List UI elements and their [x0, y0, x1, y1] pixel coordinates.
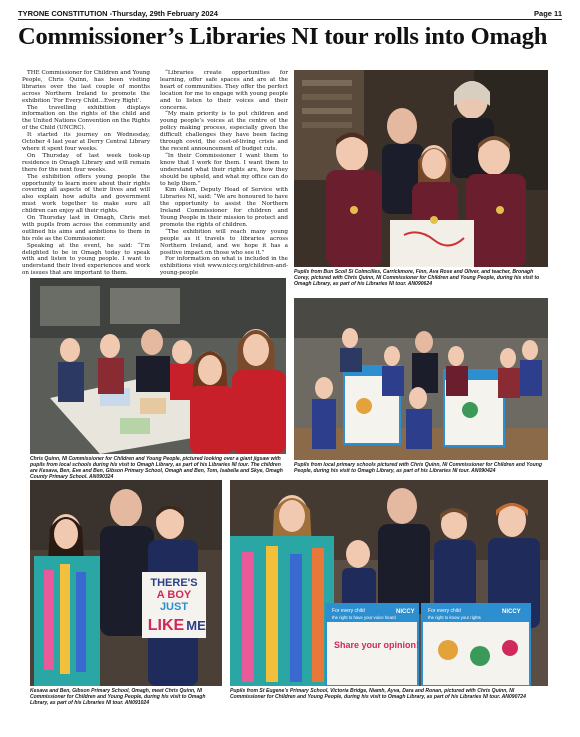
article-column-2 [160, 70, 288, 277]
headline: Commissioner’s Libraries NI tour rolls into Omagh [18, 23, 548, 50]
caption-bottom-left: Kesava and Ben, Gibson Primary School, Omagh, meet Chris Quinn, NI Commissioner for Children and Young People, during his visit to Omagh Library, as part of his Libraries NI tour. AN091024 [30, 688, 206, 706]
board-left-title: For every child [332, 608, 365, 614]
masthead-date: TYRONE CONSTITUTION -Thursday, 29th February 2024 [18, 9, 218, 18]
paragraph: Kim Aiken, Deputy Head of Service with Libraries NI, said: “We are honoured to have the opportunity to assist the Northern Ireland Commissioner for children and Young People in their mission to protect and promote the rights of children. [160, 187, 288, 228]
paragraph: THE Commissioner for Children and Young People, Chris Quinn, has been visiting libraries over the last couple of months across Northern Ireland to promote the exhibition ‘For Every Child…Every Right’. [22, 70, 150, 104]
masthead [18, 6, 562, 18]
board-right-subtitle: the right to know your rights [428, 615, 481, 620]
paragraph: Speaking at the event, he said: “I’m delighted to be in Omagh today to speak with and listen to young people. I want to understand their lived experiences and work on issues that are important to them. [22, 242, 150, 277]
poster-text-1: THERE'S [150, 577, 198, 589]
photo-st-eugenes-pupils [230, 480, 548, 686]
caption-middle-right: Pupils from local primary schools pictured with Chris Quinn, NI Commissioner for Children and Young People, during his visit to Omagh Library, as part of his Libraries NI tour. AN090424 [294, 462, 542, 474]
niccy-logo-left: NICCY [396, 609, 415, 615]
masthead-rule [18, 19, 562, 20]
photo-local-primary-pupils [294, 298, 548, 460]
paragraph: “My main priority is to put children and young people’s voices at the centre of the policy making process, especially given the difficult challenges they have been facing through covid, the cost-of-living crisis and the recent announcement of budget cuts. [160, 111, 288, 152]
paragraph: It started its journey on Wednesday, October 4 last year at Derry Central Library where it spent four weeks. [22, 132, 150, 152]
poster-text-2: A BOY [156, 589, 192, 601]
paragraph: The exhibition offers young people the opportunity to learn more about their rights covering all aspects of their lives and will also explain how adults and government must work together to make sure all children can enjoy all their rights. [22, 173, 150, 215]
caption-top-right: Pupils from Bun Scoil Si Colmcilles, Carrickmore, Finn, Ava Rose and Oliver, and teacher, Bronagh Corey, pictured with Chris Quinn, NI Commissioner for Children and Young People, during his visit to Omagh Library, as part of his Libraries NI tour. AN090624 [294, 269, 540, 287]
paragraph: On Thursday last in Omagh, Chris met with pupils from across the community and outlined his aims and ambitions to them in his role as the Commissioner. [22, 215, 150, 242]
paragraph: “Libraries create opportunities for learning, offer safe spaces and are at the heart of communities. They offer the perfect location for me to engage with young people and to listen to their voices and their concerns. [160, 70, 288, 111]
paragraph: “The exhibition will reach many young people as it travels to libraries across Northern Ireland, and we hope it has a positive impact on those who see it.” [160, 228, 288, 256]
photo-bun-scoil-pupils [294, 70, 548, 267]
niccy-logo-right: NICCY [502, 609, 521, 615]
board-left-subtitle: the right to have your voice heard [332, 615, 396, 620]
poster-text-3: JUST [159, 601, 189, 613]
paragraph: For information on what is included in the exhibitions visit www.niccy.org/children-and-young-people [160, 256, 288, 277]
photo-kesava-and-ben [30, 480, 222, 686]
paragraph: On Thursday of last week took-up residence in Omagh Library and will remain there for the next four weeks. [22, 152, 150, 173]
poster-text-4: LIKE [147, 617, 185, 634]
caption-middle-left: Chris Quinn, NI Commissioner for Children and Young People, pictured looking over a giant jigsaw with pupils from local schools during his visit to Omagh Library, as part of his Libraries NI tour. The children are Kesava, Ben, Eve and Ben, Gibson Primary School, Omagh and Ben, Tom, Isabella and Skye, Omagh County Primary School. AN090324 [30, 456, 283, 480]
poster-text-5: ME [186, 618, 206, 633]
board-right-title: For every child [428, 608, 461, 614]
article-column-1 [22, 70, 150, 277]
caption-bottom-right: Pupils from St Eugene’s Primary School, Victoria Bridge, Niamh, Ayva, Dara and Ronan, pictured with Chris Quinn, NI Commissioner for Children and Young People, during his visit to Omagh Library, as part of his Libraries NI tour. AN090724 [230, 688, 526, 700]
board-left-drawing-text: Share your opinion! [334, 640, 420, 650]
photo-giant-jigsaw [30, 278, 286, 454]
page-number: Page 11 [534, 9, 562, 18]
paragraph: “In their Commissioner I want them to know that I work for them. I want them to understand what their rights are, how they should be upheld, and what my office can do to help them.” [160, 152, 288, 187]
paragraph: The travelling exhibition displays information on the rights of the child and the United Nations Convention on the Rights of the Child (UNCRC). [22, 104, 150, 132]
